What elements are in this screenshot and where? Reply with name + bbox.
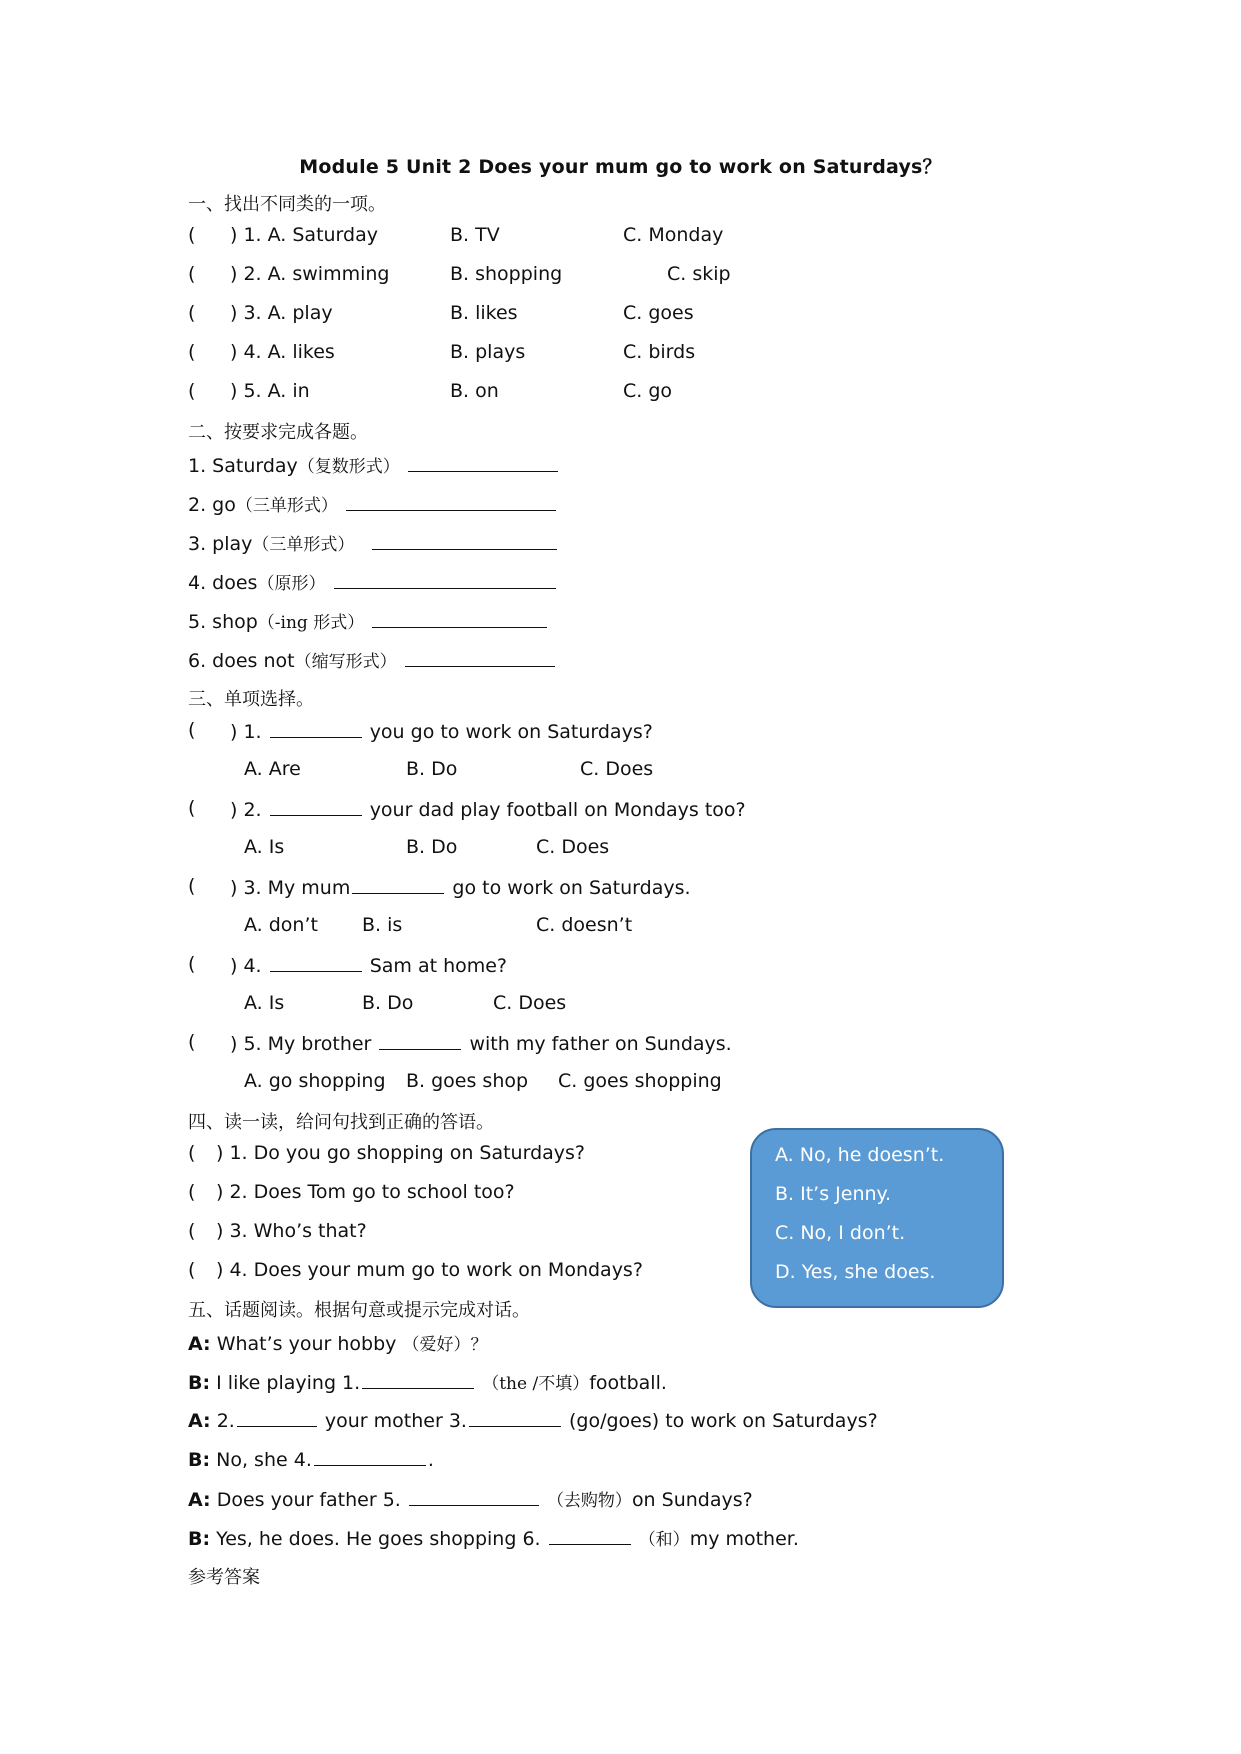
question-text: ) 1. Do you go shopping on Saturdays? (216, 1142, 586, 1164)
option-a: A. Is (244, 992, 285, 1014)
option-a: ) 5. A. in (230, 380, 310, 402)
answer-blank[interactable] (409, 1487, 539, 1506)
question-text: ) 3. Who’s that? (216, 1220, 367, 1242)
list-item (188, 647, 557, 672)
answer-choice: C. No, I don’t. (775, 1222, 906, 1244)
section-1-heading: 一、找出不同类的一项。 (188, 194, 386, 215)
answer-paren: ( (188, 1259, 196, 1281)
answer-blank[interactable] (346, 492, 556, 511)
option-a: ) 1. A. Saturday (230, 224, 378, 246)
answer-paren: ( (188, 1142, 196, 1164)
answer-choice: A. No, he doesn’t. (775, 1144, 945, 1166)
answer-blank[interactable] (270, 797, 362, 816)
option-b: B. Do (406, 758, 458, 780)
answer-paren: ( (188, 1181, 196, 1203)
answer-blank[interactable] (408, 453, 558, 472)
option-a: ) 2. A. swimming (230, 263, 390, 285)
answer-blank[interactable] (362, 1370, 474, 1389)
hint: （原形） (257, 574, 326, 594)
word: 1. Saturday (188, 455, 298, 477)
word: 4. does (188, 572, 258, 594)
list-item (188, 491, 558, 516)
answer-paren: ( (188, 263, 196, 285)
answer-blank[interactable] (379, 1031, 461, 1050)
dialogue-line: A: 2. your mother 3. (go/goes) to work on Saturdays? (188, 1410, 878, 1432)
list-item (188, 608, 549, 633)
option-a: A. Are (244, 758, 301, 780)
answer-paren: ( (188, 1031, 196, 1053)
answer-paren: ( (188, 341, 196, 363)
list-item (188, 530, 559, 555)
option-b: B. TV (450, 224, 500, 246)
answer-blank[interactable] (334, 570, 556, 589)
word: 3. play (188, 533, 253, 555)
question-stem: ) 1. you go to work on Saturdays? (230, 721, 653, 743)
option-b: B. plays (450, 341, 526, 363)
answer-paren: ( (188, 953, 196, 975)
answer-blank[interactable] (372, 609, 547, 628)
question-stem: ) 4. Sam at home? (230, 955, 508, 977)
option-c: C. Does (493, 992, 567, 1014)
dialogue-line: A: Does your father 5. （去购物）on Sundays? (188, 1489, 753, 1511)
dialogue-line: B: Yes, he does. He goes shopping 6. （和）my mother. (188, 1528, 799, 1550)
speaker: B: (188, 1372, 211, 1394)
question-stem: ) 3. My mum go to work on Saturdays. (230, 877, 691, 899)
hint: （-ing 形式） (257, 613, 365, 633)
option-b: B. on (450, 380, 499, 402)
answer-blank[interactable] (237, 1408, 317, 1427)
option-b: B. goes shop (406, 1070, 529, 1092)
dialogue-line: B: I like playing 1. （the /不填）football. (188, 1372, 667, 1394)
option-a: A. don’t (244, 914, 318, 936)
option-c: C. skip (667, 263, 731, 285)
option-a: A. go shopping (244, 1070, 386, 1092)
option-c: C. goes shopping (558, 1070, 722, 1092)
speaker: A: (188, 1333, 211, 1355)
hint: （三单形式） (252, 535, 355, 555)
section-2-heading: 二、按要求完成各题。 (188, 422, 368, 443)
answer-paren: ( (188, 380, 196, 402)
answer-blank[interactable] (352, 875, 444, 894)
section-5-heading: 五、话题阅读。根据句意或提示完成对话。 (188, 1300, 530, 1321)
answer-choice: B. It’s Jenny. (775, 1183, 892, 1205)
dialogue-line: A: What’s your hobby （爱好）？ (188, 1333, 488, 1355)
answer-blank[interactable] (469, 1408, 561, 1427)
hint: （三单形式） (235, 496, 338, 516)
speaker: B: (188, 1528, 211, 1550)
word: 5. shop (188, 611, 258, 633)
section-3-heading: 三、单项选择。 (188, 689, 314, 710)
word: 2. go (188, 494, 236, 516)
option-a: ) 3. A. play (230, 302, 333, 324)
speaker: B: (188, 1449, 211, 1471)
option-c: C. Does (580, 758, 654, 780)
speaker: A: (188, 1410, 211, 1432)
option-a: A. Is (244, 836, 285, 858)
option-c: C. doesn’t (536, 914, 633, 936)
answer-blank[interactable] (314, 1447, 426, 1466)
answer-paren: ( (188, 302, 196, 324)
option-c: C. birds (623, 341, 696, 363)
list-item (188, 452, 560, 477)
answer-paren: ( (188, 719, 196, 741)
answer-paren: ( (188, 1220, 196, 1242)
option-b: B. Do (362, 992, 414, 1014)
option-b: B. is (362, 914, 403, 936)
answer-blank[interactable] (270, 953, 362, 972)
option-c: C. Monday (623, 224, 724, 246)
option-a: ) 4. A. likes (230, 341, 335, 363)
hint: （复数形式） (297, 457, 400, 477)
answer-paren: ( (188, 875, 196, 897)
word: 6. does not (188, 650, 295, 672)
option-c: C. go (623, 380, 673, 402)
answer-choice: D. Yes, she does. (775, 1261, 936, 1283)
question-text: ) 4. Does your mum go to work on Mondays? (216, 1259, 643, 1281)
page-title: Module 5 Unit 2 Does your mum go to work on Saturdays？ (299, 156, 942, 178)
option-b: B. likes (450, 302, 518, 324)
section-4-heading: 四、读一读，给问句找到正确的答语。 (188, 1112, 494, 1133)
answer-paren: ( (188, 224, 196, 246)
option-c: C. Does (536, 836, 610, 858)
answer-blank[interactable] (372, 531, 557, 550)
speaker: A: (188, 1489, 211, 1511)
answer-choices-box (750, 1128, 1004, 1308)
dialogue-line: B: No, she 4. . (188, 1449, 434, 1471)
question-stem: ) 5. My brother with my father on Sundays. (230, 1033, 732, 1055)
option-b: B. shopping (450, 263, 563, 285)
option-c: C. goes (623, 302, 694, 324)
question-stem: ) 2. your dad play football on Mondays too? (230, 799, 746, 821)
list-item (188, 569, 558, 594)
answer-key-heading: 参考答案 (188, 1567, 260, 1588)
answer-blank[interactable] (549, 1526, 631, 1545)
answer-blank[interactable] (405, 648, 555, 667)
answer-paren: ( (188, 797, 196, 819)
hint: （缩写形式） (294, 652, 397, 672)
answer-blank[interactable] (270, 719, 362, 738)
question-text: ) 2. Does Tom go to school too? (216, 1181, 515, 1203)
option-b: B. Do (406, 836, 458, 858)
